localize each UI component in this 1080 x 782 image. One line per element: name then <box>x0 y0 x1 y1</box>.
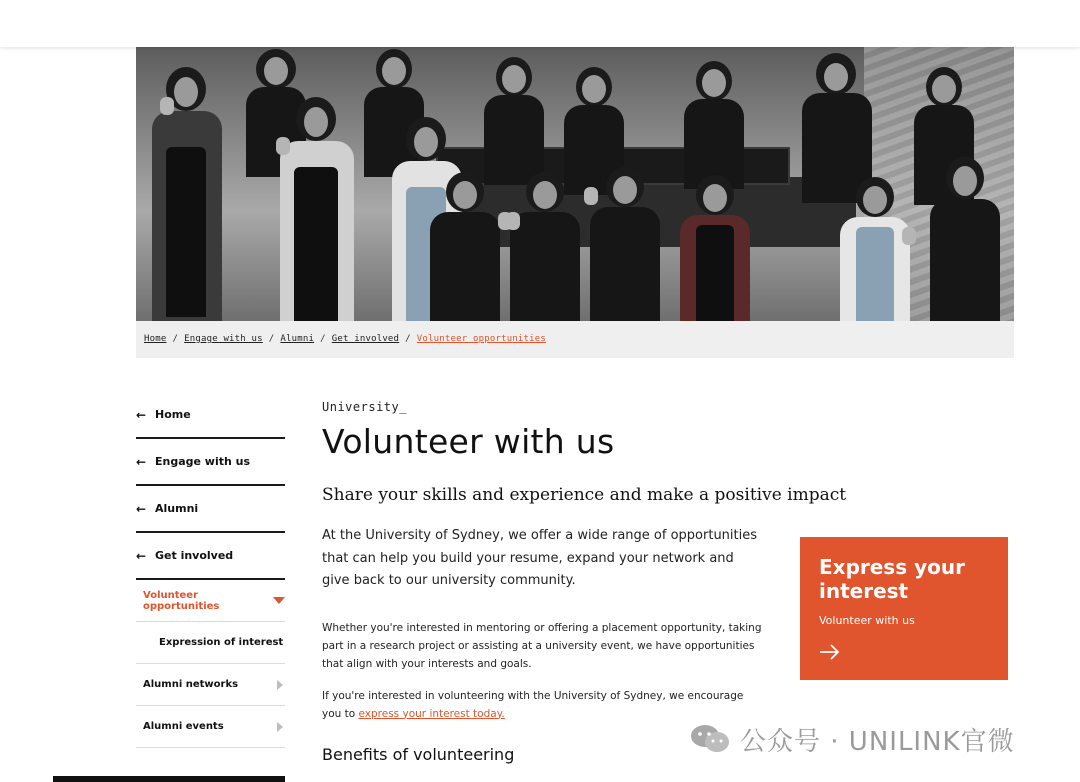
page-kicker: University_ <box>322 400 407 414</box>
footer-edge-bar <box>53 776 285 782</box>
sidenav-item-label: Engage with us <box>155 455 251 468</box>
express-interest-link[interactable]: express your interest today. <box>358 707 505 720</box>
express-interest-card[interactable] <box>800 537 1008 680</box>
breadcrumb: Home / Engage with us / Alumni / Get involved / Volunteer opportunities <box>144 334 547 344</box>
sidenav-item-label: Alumni events <box>143 721 224 732</box>
sidenav-item-volunteer-opportunities[interactable] <box>136 580 285 622</box>
breadcrumb-engage-with-us[interactable]: Engage with us <box>184 334 263 344</box>
wechat-watermark <box>690 720 1015 758</box>
sidenav-item-label: Expression of interest <box>159 637 284 648</box>
sidenav-back-alumni[interactable] <box>136 486 285 533</box>
arrow-left-icon: ← <box>136 407 147 422</box>
sidenav-back-get-involved[interactable] <box>136 533 285 580</box>
arrow-left-icon: ← <box>136 548 147 563</box>
page-subtitle: Share your skills and experience and make a positive impact <box>322 485 847 505</box>
body-paragraph-cta <box>322 687 762 723</box>
top-header-bar <box>0 0 1080 47</box>
arrow-left-icon: ← <box>136 454 147 469</box>
caret-right-icon[interactable] <box>277 722 283 732</box>
sidenav-item-label: Get involved <box>155 549 234 562</box>
sidenav-item-label: Home <box>155 408 191 421</box>
body-paragraph-text: If you're interested in volunteering with the University of Sydney, we encourage you to <box>322 689 744 720</box>
lead-paragraph: At the University of Sydney, we offer a wide range of opportunities that can help you build your resume, expand your network and give back to our university community. <box>322 528 758 588</box>
breadcrumb-volunteer-opportunities[interactable]: Volunteer opportunities <box>416 334 547 344</box>
hero-group-photo <box>136 47 1014 321</box>
arrow-left-icon: ← <box>136 501 147 516</box>
side-navigation <box>136 392 285 748</box>
sidenav-back-home[interactable] <box>136 392 285 439</box>
breadcrumb-home[interactable]: Home <box>144 334 167 344</box>
breadcrumb-get-involved[interactable]: Get involved <box>331 334 400 344</box>
cta-link-label[interactable]: Volunteer with us <box>819 614 915 627</box>
sidenav-item-expression-of-interest[interactable] <box>136 622 285 664</box>
page-title: Volunteer with us <box>322 422 615 461</box>
sidenav-item-label: Volunteer opportunities <box>143 589 220 612</box>
wechat-icon <box>690 723 730 755</box>
sidenav-item-label: Alumni <box>155 502 199 515</box>
breadcrumb-bar <box>136 321 1014 358</box>
sidenav-item-label: Alumni networks <box>143 679 239 690</box>
cta-title: Express your interest <box>819 555 965 603</box>
arrow-right-icon[interactable] <box>819 641 841 663</box>
main-content <box>322 400 847 764</box>
sidenav-item-alumni-events[interactable] <box>136 706 285 748</box>
body-paragraph: Whether you're interested in mentoring or offering a placement opportunity, taking part in a research project or assisting at a university event, we have opportunities that align with your interests and goals. <box>322 621 762 670</box>
caret-right-icon[interactable] <box>277 680 283 690</box>
sidenav-back-engage-with-us[interactable] <box>136 439 285 486</box>
breadcrumb-alumni[interactable]: Alumni <box>280 334 315 344</box>
section-heading: Benefits of volunteering <box>322 744 515 764</box>
sidenav-item-alumni-networks[interactable] <box>136 664 285 706</box>
watermark-text: 公众号 · UNILINK官微 <box>740 726 1015 757</box>
caret-down-icon[interactable] <box>273 597 285 604</box>
